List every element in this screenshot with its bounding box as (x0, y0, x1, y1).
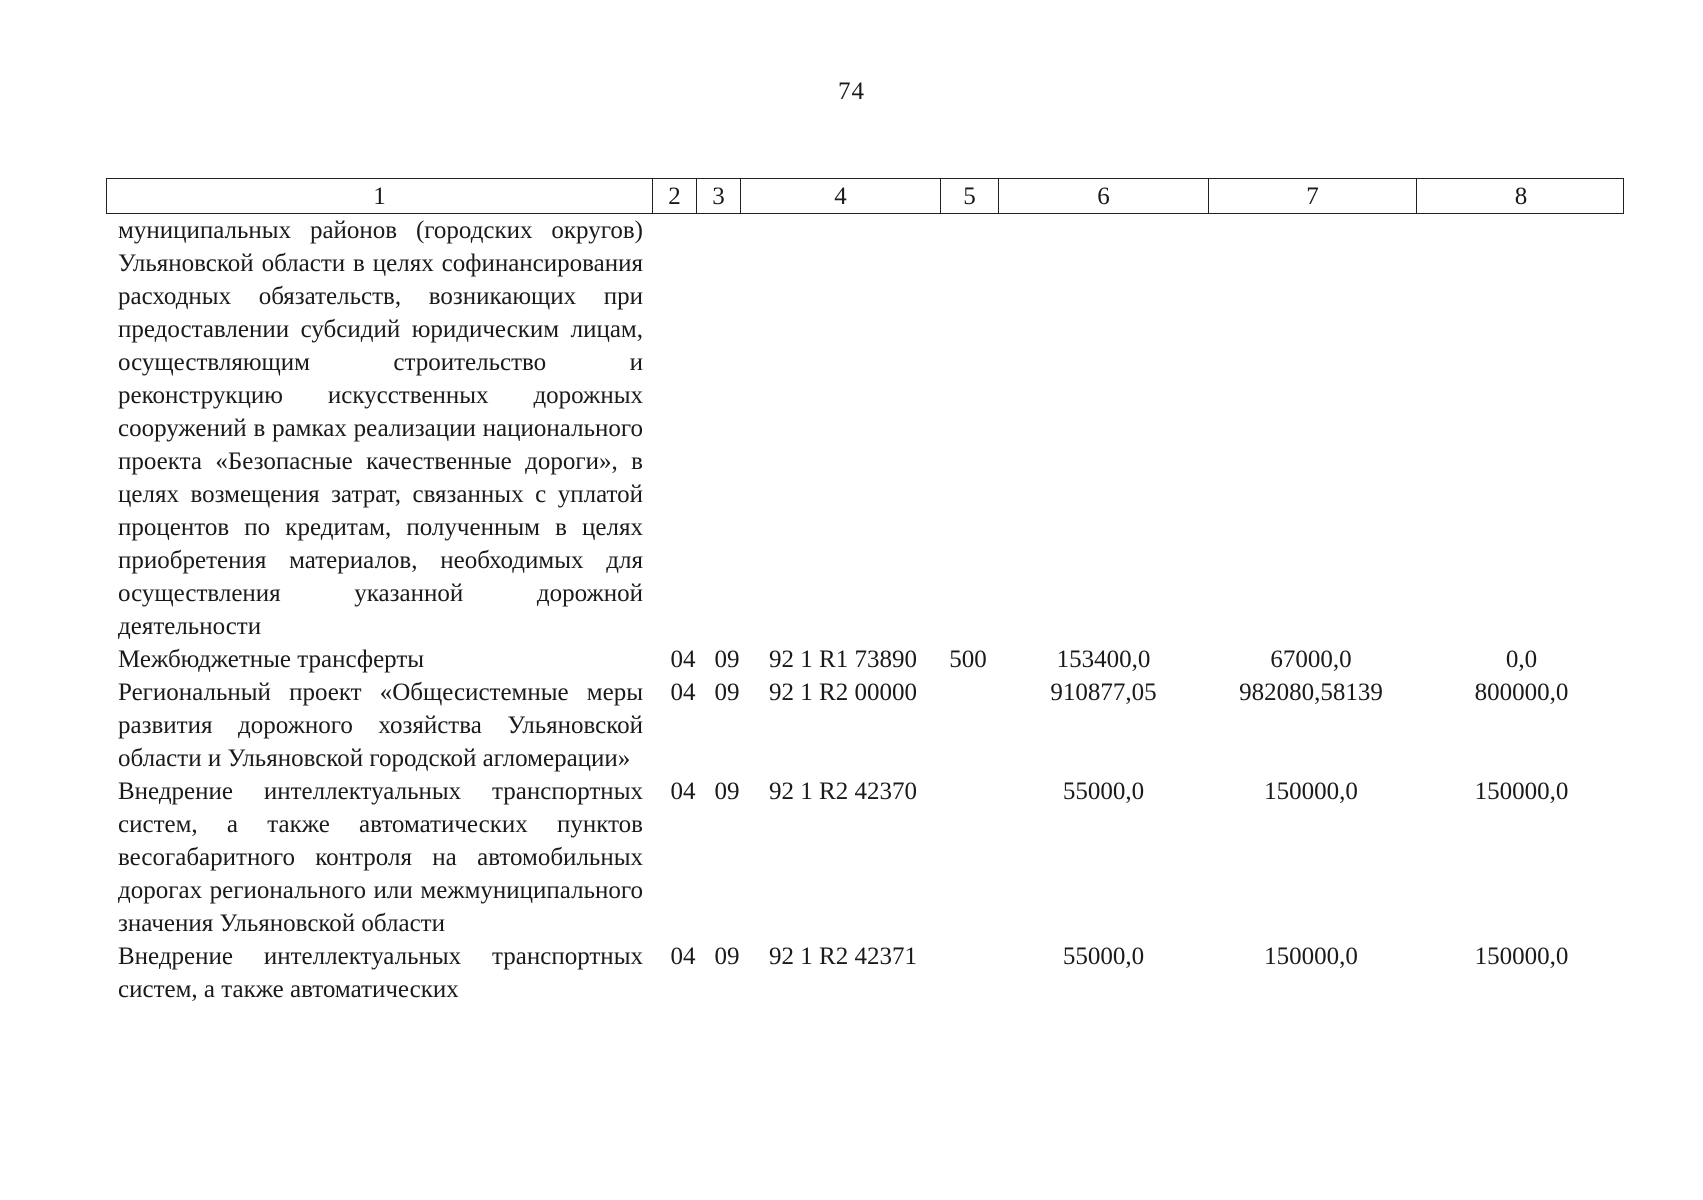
row-section-code: 04 (670, 646, 696, 673)
row-expense-type: 500 (949, 646, 987, 673)
row-subsection-code: 09 (714, 943, 740, 970)
table-body (106, 214, 1624, 1006)
row-target-article: 92 1 R2 42371 (769, 943, 917, 970)
row-subsection-code: 09 (714, 646, 740, 673)
header-col-2: 2 (653, 179, 697, 213)
row-amount-col6: 55000,0 (1062, 778, 1145, 805)
row-amount-col8: 0,0 (1505, 646, 1538, 673)
row-amount-col6: 55000,0 (1062, 943, 1145, 970)
row-amount-col7: 982080,58139 (1239, 679, 1383, 706)
row-target-article: 92 1 R2 42370 (769, 778, 917, 805)
row-amount-col7: 150000,0 (1264, 943, 1358, 970)
row-section-code: 04 (670, 943, 696, 970)
header-col-1: 1 (107, 179, 653, 213)
table-row (106, 940, 1624, 1006)
row-amount-col7: 150000,0 (1264, 778, 1358, 805)
row-description: Внедрение интеллектуальных транспортных систем, а также автоматических пунктов весогабаритного контроля на автомобильных дорогах регионального или межмуниципального значения Ульяновской области (118, 778, 643, 937)
row-amount-col6: 153400,0 (1056, 646, 1151, 673)
row-description: Внедрение интеллектуальных транспортных систем, а также автоматических (118, 943, 643, 1003)
header-col-8: 8 (1514, 183, 1528, 210)
row-amount-col8: 150000,0 (1474, 778, 1569, 805)
row-amount-col7: 67000,0 (1270, 646, 1352, 673)
row-description: Региональный проект «Общесистемные меры развития дорожного хозяйства Ульяновской области и Ульяновской городской агломерации» (118, 679, 643, 772)
table-row (106, 775, 1624, 940)
row-description: муниципальных районов (городских округов) Ульяновской области в целях софинансирования расходных обязательств, возникающих при предоставлении субсидий юридическим лицам, осуществляющим строительство и реконструкцию искусственных дорожных сооружений в рамках реализации национального проекта «Безопасные качественные дороги», в целях возмещения затрат, связанных с уплатой процентов по кредитам, полученным в целях приобретения материалов, необходимых для осуществления указанной дорожной деятельности (118, 217, 643, 640)
row-section-code: 04 (670, 679, 696, 706)
row-amount-col8: 800000,0 (1474, 679, 1569, 706)
header-col-4: 4 (741, 179, 941, 213)
row-subsection-code: 09 (714, 679, 740, 706)
budget-table (106, 178, 1624, 1006)
row-amount-col8: 150000,0 (1474, 943, 1569, 970)
header-col-6: 6 (999, 179, 1209, 213)
row-target-article: 92 1 R1 73890 (769, 646, 917, 673)
header-col-3: 3 (697, 179, 741, 213)
page-number: 74 (838, 78, 865, 105)
header-col-5: 5 (941, 179, 999, 213)
row-target-article: 92 1 R2 00000 (769, 679, 917, 706)
row-section-code: 04 (670, 778, 696, 805)
table-row (106, 676, 1624, 775)
header-col-7: 7 (1209, 179, 1417, 213)
table-row (106, 214, 1624, 643)
table-header-row (106, 178, 1624, 214)
table-row (106, 643, 1624, 676)
row-description: Межбюджетные трансферты (118, 646, 425, 673)
row-amount-col6: 910877,05 (1050, 679, 1157, 706)
row-subsection-code: 09 (714, 778, 740, 805)
